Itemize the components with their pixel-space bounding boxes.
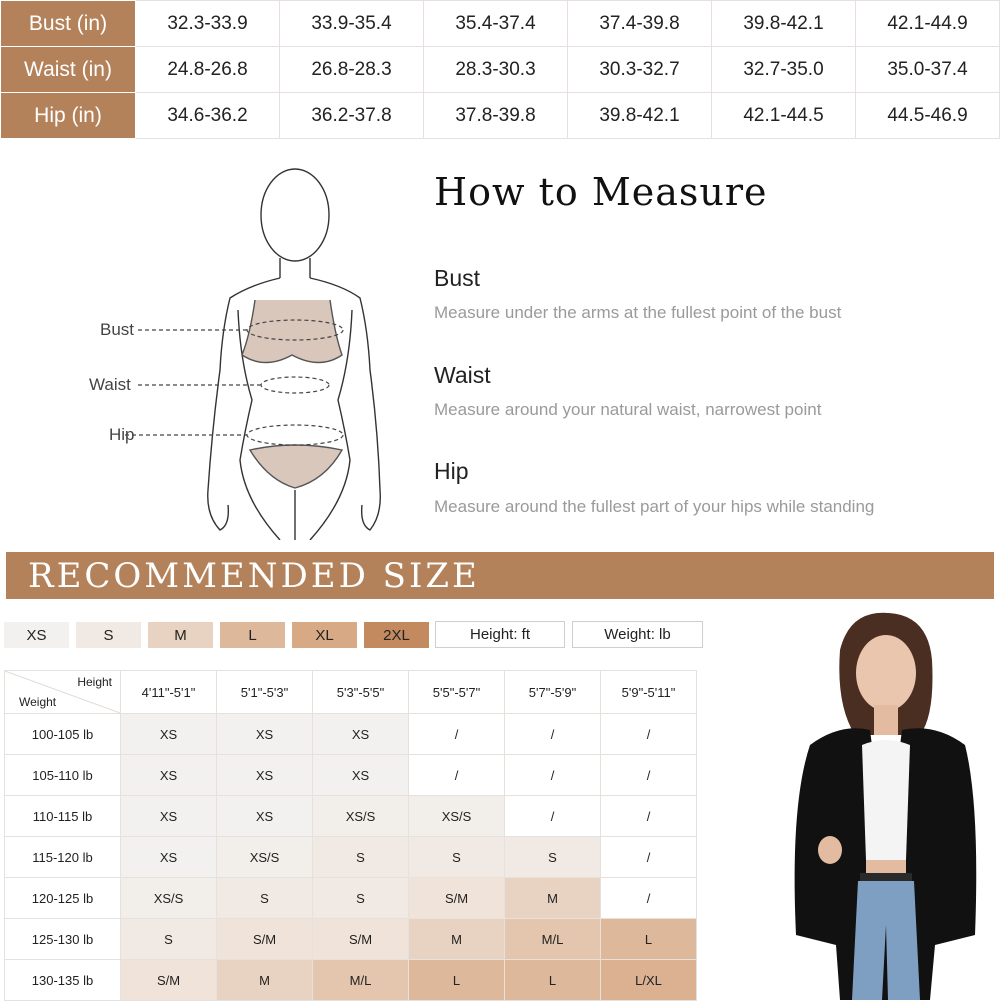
measurement-cell: 35.4-37.4 [424, 1, 568, 47]
table-row [5, 919, 697, 960]
size-cell: S [217, 878, 313, 919]
table-row [5, 878, 697, 919]
waist-description: Measure around your natural waist, narrowest point [434, 400, 822, 419]
size-cell: XS/S [313, 796, 409, 837]
table-row [5, 837, 697, 878]
how-to-measure-title: How to Measure [434, 170, 768, 214]
measurement-cell: 32.3-33.9 [136, 1, 280, 47]
measurement-cell: 37.4-39.8 [568, 1, 712, 47]
weight-row-header: 125-130 lb [5, 919, 121, 960]
size-cell: XS/S [121, 878, 217, 919]
weight-legend: Weight: lb [572, 621, 703, 648]
size-cell: S [313, 878, 409, 919]
figure-label-waist: Waist [89, 375, 131, 394]
measurement-cell: 36.2-37.8 [280, 93, 424, 139]
measurement-table [0, 0, 1000, 139]
size-cell: S/M [409, 878, 505, 919]
size-cell: L [505, 960, 601, 1001]
size-cell: / [601, 837, 697, 878]
size-cell: S/M [313, 919, 409, 960]
measurement-cell: 33.9-35.4 [280, 1, 424, 47]
size-cell: S [409, 837, 505, 878]
weight-row-header: 130-135 lb [5, 960, 121, 1001]
table-row [5, 755, 697, 796]
measurement-cell: 30.3-32.7 [568, 47, 712, 93]
size-cell: / [505, 796, 601, 837]
size-cell: L/XL [601, 960, 697, 1001]
weight-row-header: 115-120 lb [5, 837, 121, 878]
measurement-cell: 35.0-37.4 [856, 47, 1000, 93]
measurement-row [1, 93, 1000, 139]
measurement-cell: 44.5-46.9 [856, 93, 1000, 139]
weight-row-header: 105-110 lb [5, 755, 121, 796]
size-cell: S/M [217, 919, 313, 960]
measurement-cell: 26.8-28.3 [280, 47, 424, 93]
legend-chip-s: S [76, 622, 141, 648]
size-cell: XS [217, 755, 313, 796]
height-column-header: 5'1"-5'3" [217, 671, 313, 714]
size-cell: L [601, 919, 697, 960]
weight-row-header: 110-115 lb [5, 796, 121, 837]
measurement-row-label: Waist (in) [1, 47, 136, 93]
hip-description: Measure around the fullest part of your hips while standing [434, 497, 875, 516]
height-column-header: 5'9"-5'11" [601, 671, 697, 714]
measurement-cell: 39.8-42.1 [568, 93, 712, 139]
size-cell: XS [121, 837, 217, 878]
height-column-header: 5'3"-5'5" [313, 671, 409, 714]
size-cell: XS/S [409, 796, 505, 837]
size-cell: / [409, 714, 505, 755]
measurement-cell: 24.8-26.8 [136, 47, 280, 93]
bust-heading: Bust [434, 265, 481, 291]
measurement-cell: 32.7-35.0 [712, 47, 856, 93]
size-cell: / [505, 755, 601, 796]
size-cell: M/L [313, 960, 409, 1001]
size-cell: S [313, 837, 409, 878]
size-cell: M/L [505, 919, 601, 960]
model-photo [770, 605, 1000, 1000]
size-cell: XS [121, 714, 217, 755]
measurement-row-label: Hip (in) [1, 93, 136, 139]
table-corner [5, 671, 121, 714]
size-cell: / [601, 878, 697, 919]
size-cell: S/M [121, 960, 217, 1001]
size-cell: XS [217, 714, 313, 755]
legend-chip-xl: XL [292, 622, 357, 648]
height-column-header: 4'11"-5'1" [121, 671, 217, 714]
size-cell: M [217, 960, 313, 1001]
height-column-header: 5'5"-5'7" [409, 671, 505, 714]
size-cell: / [601, 796, 697, 837]
measurement-cell: 34.6-36.2 [136, 93, 280, 139]
measurement-cell: 39.8-42.1 [712, 1, 856, 47]
size-cell: XS [313, 714, 409, 755]
model-illustration-icon [770, 605, 1000, 1000]
size-cell: XS [121, 755, 217, 796]
size-cell: XS [313, 755, 409, 796]
legend-chip-l: L [220, 622, 285, 648]
size-cell: XS/S [217, 837, 313, 878]
corner-weight-label: Weight [19, 695, 57, 709]
size-recommendation-table [4, 670, 697, 1001]
size-cell: / [409, 755, 505, 796]
figure-label-bust: Bust [100, 320, 135, 339]
weight-row-header: 120-125 lb [5, 878, 121, 919]
size-cell: / [505, 714, 601, 755]
figure-label-hip: Hip [109, 425, 135, 444]
body-outline-icon [80, 160, 400, 540]
bust-description: Measure under the arms at the fullest point of the bust [434, 303, 842, 322]
size-cell: XS [121, 796, 217, 837]
size-cell: S [121, 919, 217, 960]
table-row [5, 796, 697, 837]
size-cell: L [409, 960, 505, 1001]
legend-chip-m: M [148, 622, 213, 648]
legend-chip-xs: XS [4, 622, 69, 648]
hip-heading: Hip [434, 458, 469, 484]
height-column-header: 5'7"-5'9" [505, 671, 601, 714]
size-cell: M [505, 878, 601, 919]
corner-height-label: Height [77, 675, 112, 689]
recommended-size-banner [6, 552, 994, 599]
measurement-cell: 42.1-44.9 [856, 1, 1000, 47]
body-outline-figure [80, 160, 400, 540]
how-to-measure-section [0, 140, 1000, 545]
table-row [5, 714, 697, 755]
measurement-row [1, 47, 1000, 93]
banner-title: RECOMMENDED SIZE [28, 556, 480, 596]
measurement-row [1, 1, 1000, 47]
size-cell: / [601, 714, 697, 755]
waist-heading: Waist [434, 362, 491, 388]
size-cell: M [409, 919, 505, 960]
measurement-cell: 42.1-44.5 [712, 93, 856, 139]
table-row [5, 960, 697, 1001]
size-cell: XS [217, 796, 313, 837]
weight-row-header: 100-105 lb [5, 714, 121, 755]
measurement-cell: 37.8-39.8 [424, 93, 568, 139]
legend-chip-2xl: 2XL [364, 622, 429, 648]
height-legend: Height: ft [435, 621, 565, 648]
measurement-cell: 28.3-30.3 [424, 47, 568, 93]
size-cell: S [505, 837, 601, 878]
measurement-row-label: Bust (in) [1, 1, 136, 47]
size-cell: / [601, 755, 697, 796]
